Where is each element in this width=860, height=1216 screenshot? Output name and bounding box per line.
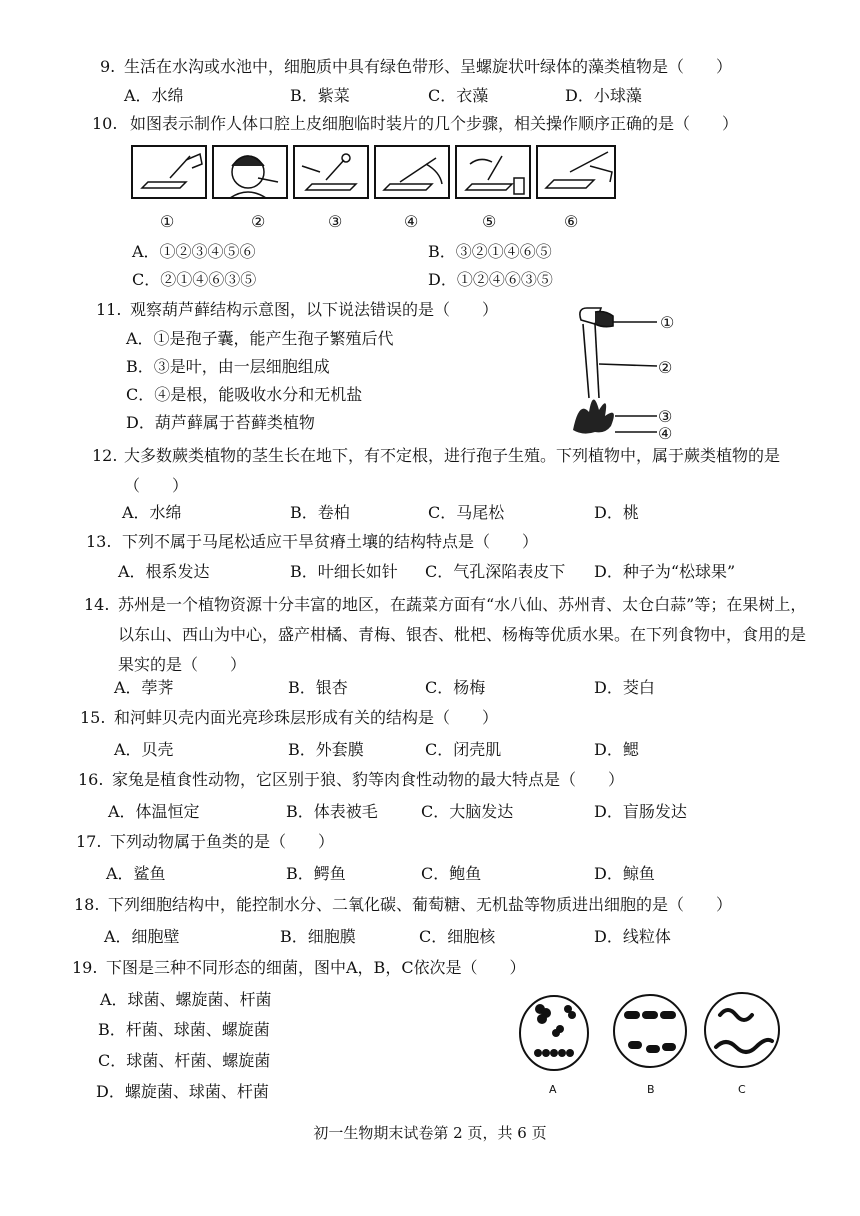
q10-step-4: ④	[404, 212, 419, 231]
q16-option-b: B．体表被毛	[286, 802, 378, 821]
q17-stem: 下列动物属于鱼类的是（ ）	[110, 832, 335, 851]
q19-option-c: C．球菌、杆菌、螺旋菌	[98, 1051, 271, 1070]
q15-number: 15.	[80, 708, 106, 727]
q10-stem: 如图表示制作人体口腔上皮细胞临时装片的几个步骤，相关操作顺序正确的是（ ）	[130, 114, 739, 133]
moss-label-2: ②	[658, 358, 673, 377]
q13-number: 13.	[86, 532, 112, 551]
q12-option-a: A．水绵	[122, 503, 182, 522]
q15-option-a: A．贝壳	[114, 740, 174, 759]
q14-option-a: A．荸荠	[114, 678, 174, 697]
q18-option-c: C．细胞核	[419, 927, 496, 946]
q11-option-d: D．葫芦藓属于苔藓类植物	[126, 413, 315, 432]
q12-option-c: C．马尾松	[428, 503, 505, 522]
page-footer: 初一生物期末试卷第 2 页，共 6 页	[313, 1124, 547, 1142]
q9-option-a: A．水绵	[124, 86, 184, 105]
bacteria-shapes-figure	[516, 985, 792, 1085]
q18-option-d: D．线粒体	[594, 927, 671, 946]
q10-step-2: ②	[251, 212, 266, 231]
moss-label-1: ①	[660, 313, 675, 332]
q15-option-c: C．闭壳肌	[425, 740, 502, 759]
q10-step-6: ⑥	[564, 212, 579, 231]
q17-option-b: B．鳄鱼	[286, 864, 346, 883]
q16-option-c: C．大脑发达	[421, 802, 514, 821]
q17-option-a: A．鲨鱼	[106, 864, 166, 883]
q9-option-b: B．紫菜	[290, 86, 350, 105]
q12-option-d: D．桃	[594, 503, 639, 522]
q12-stem: 大多数蕨类植物的茎生长在地下，有不定根，进行孢子生殖。下列植物中，属于蕨类植物的是（ ）	[124, 446, 781, 495]
q13-option-c: C．气孔深陷表皮下	[425, 562, 566, 581]
q16-option-a: A．体温恒定	[108, 802, 200, 821]
q14-stem: 苏州是一个植物资源十分丰富的地区，在蔬菜方面有“水八仙、苏州青、太仓白蒜”等；在果树上，以东山、西山为中心，盛产柑橘、青梅、银杏、枇杷、杨梅等优质水果。在下列食物中，食用的是果实的是（ ）	[118, 595, 807, 674]
q10-step-5: ⑤	[482, 212, 497, 231]
q16-option-d: D．盲肠发达	[594, 802, 687, 821]
bacteria-label-a: A	[549, 1083, 557, 1096]
q11-option-a: A．①是孢子囊，能产生孢子繁殖后代	[126, 329, 394, 348]
q14-option-b: B．银杏	[288, 678, 348, 697]
q16-stem: 家兔是植食性动物，它区别于狼、豹等肉食性动物的最大特点是（ ）	[112, 770, 625, 789]
q10-procedure-figure	[130, 142, 620, 202]
q12-number: 12.	[92, 446, 118, 465]
q18-number: 18.	[74, 895, 100, 914]
q19-option-a: A．球菌、螺旋菌、杆菌	[100, 990, 272, 1009]
q13-option-b: B．叶细长如针	[290, 562, 398, 581]
q18-stem: 下列细胞结构中，能控制水分、二氧化碳、葡萄糖、无机盐等物质进出细胞的是（ ）	[108, 895, 733, 914]
q9-number: 9.	[100, 57, 116, 76]
q17-option-d: D．鲸鱼	[594, 864, 655, 883]
q10-step-1: ①	[160, 212, 175, 231]
q13-stem: 下列不属于马尾松适应干旱贫瘠土壤的结构特点是（ ）	[122, 532, 539, 551]
q9-option-c: C．衣藻	[428, 86, 489, 105]
q15-stem: 和河蚌贝壳内面光亮珍珠层形成有关的结构是（ ）	[114, 708, 499, 727]
q15-option-d: D．鳃	[594, 740, 639, 759]
q10-option-d: D．①②④⑥③⑤	[428, 270, 553, 289]
q14-number: 14.	[84, 595, 110, 614]
q13-option-a: A．根系发达	[118, 562, 210, 581]
q18-option-a: A．细胞壁	[104, 927, 180, 946]
q19-option-b: B．杆菌、球菌、螺旋菌	[98, 1020, 270, 1039]
moss-label-4: ④	[658, 424, 673, 443]
q19-stem: 下图是三种不同形态的细菌，图中A，B，C依次是（ ）	[106, 958, 526, 977]
bacteria-label-c: C	[738, 1083, 746, 1096]
q14-option-d: D．茭白	[594, 678, 655, 697]
q10-option-b: B．③②①④⑥⑤	[428, 242, 552, 261]
q19-number: 19.	[72, 958, 98, 977]
q13-option-d: D．种子为“松球果”	[594, 562, 736, 581]
moss-label-3: ③	[658, 407, 673, 426]
q9-stem: 生活在水沟或水池中，细胞质中具有绿色带形、呈螺旋状叶绿体的藻类植物是（ ）	[124, 57, 733, 76]
q10-number: 10.	[92, 114, 118, 133]
q17-number: 17.	[76, 832, 102, 851]
q15-option-b: B．外套膜	[288, 740, 364, 759]
q12-option-b: B．卷柏	[290, 503, 350, 522]
q11-option-b: B．③是叶，由一层细胞组成	[126, 357, 330, 376]
q14-option-c: C．杨梅	[425, 678, 486, 697]
q10-option-c: C．②①④⑥③⑤	[132, 270, 257, 289]
q11-option-c: C．④是根，能吸收水分和无机盐	[126, 385, 363, 404]
q9-option-d: D．小球藻	[565, 86, 642, 105]
q11-number: 11.	[96, 300, 122, 319]
q11-stem: 观察葫芦藓结构示意图，以下说法错误的是（ ）	[130, 300, 499, 319]
q16-number: 16.	[78, 770, 104, 789]
q18-option-b: B．细胞膜	[280, 927, 356, 946]
q17-option-c: C．鲍鱼	[421, 864, 482, 883]
q10-step-3: ③	[328, 212, 343, 231]
bacteria-label-b: B	[647, 1083, 655, 1096]
q19-option-d: D．螺旋菌、球菌、杆菌	[96, 1082, 269, 1101]
q10-option-a: A．①②③④⑤⑥	[132, 242, 256, 261]
